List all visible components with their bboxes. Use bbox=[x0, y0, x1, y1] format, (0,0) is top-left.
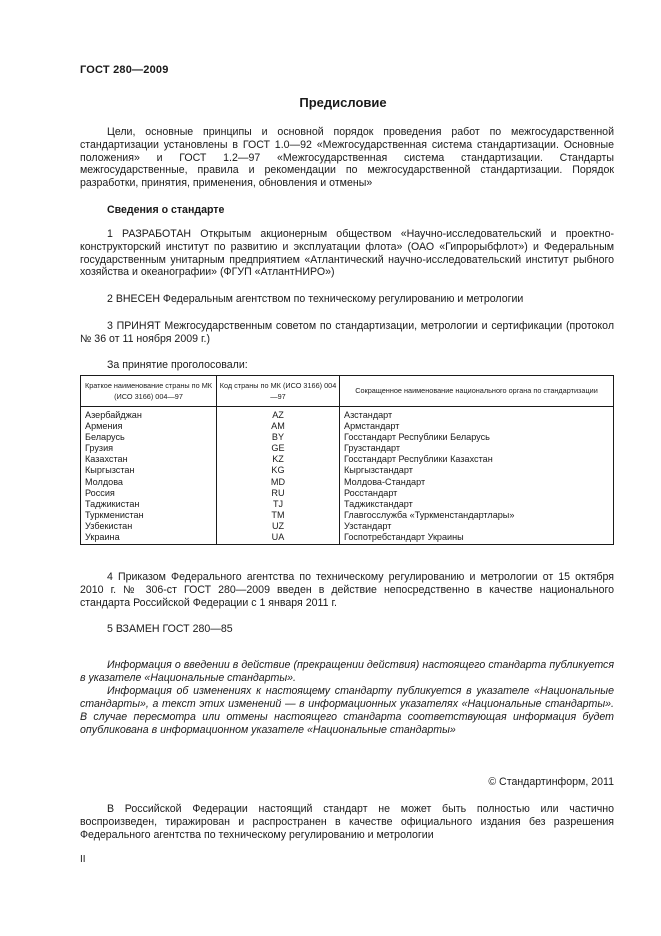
standards-body: Таджикстандарт bbox=[340, 499, 614, 510]
country-name: Грузия bbox=[81, 443, 217, 454]
table-row bbox=[81, 407, 614, 422]
country-name: Беларусь bbox=[81, 432, 217, 443]
country-name: Узбекистан bbox=[81, 521, 217, 532]
country-code: KG bbox=[217, 465, 340, 476]
standards-body: Азстандарт bbox=[340, 407, 614, 422]
table-row bbox=[81, 488, 614, 499]
table-row bbox=[81, 432, 614, 443]
info-item-5-text: 5 ВЗАМЕН ГОСТ 280—85 bbox=[107, 623, 233, 635]
header-country-name: Краткое наименование страны по МК (ИСО 3166) 004—97 bbox=[81, 376, 217, 407]
country-name: Казахстан bbox=[81, 454, 217, 465]
preface-title: Предисловие bbox=[299, 95, 387, 110]
country-name: Россия bbox=[81, 488, 217, 499]
page-number: II bbox=[80, 854, 86, 865]
country-code: TJ bbox=[217, 499, 340, 510]
standards-body: Госпотребстандарт Украины bbox=[340, 532, 614, 545]
table-header-row bbox=[81, 376, 614, 407]
table-row bbox=[81, 510, 614, 521]
standards-body: Росстандарт bbox=[340, 488, 614, 499]
country-name: Молдова bbox=[81, 477, 217, 488]
voted-label: За принятие проголосовали: bbox=[107, 359, 248, 371]
table-row bbox=[81, 454, 614, 465]
standards-body: Главгосслужба «Туркменстандартлары» bbox=[340, 510, 614, 521]
info-item-4-text: 4 Приказом Федерального агентства по техническому регулированию и метрологии от 15 октября 2010 г. № 306-ст ГОСТ 280—2009 введен в действие непосредственно в качестве национального стандарта Российской Федерации с 1 января 2011 г. bbox=[80, 571, 614, 609]
rights-notice bbox=[80, 803, 614, 841]
country-name: Украина bbox=[81, 532, 217, 545]
table-row bbox=[81, 477, 614, 488]
table-row bbox=[81, 532, 614, 545]
country-name: Кыргызстан bbox=[81, 465, 217, 476]
country-code: TM bbox=[217, 510, 340, 521]
country-name: Таджикистан bbox=[81, 499, 217, 510]
standards-body: Армстандарт bbox=[340, 421, 614, 432]
table-row bbox=[81, 465, 614, 476]
country-code: AM bbox=[217, 421, 340, 432]
info-item-2-text: 2 ВНЕСЕН Федеральным агентством по техническому регулированию и метрологии bbox=[107, 293, 524, 305]
standards-body: Узстандарт bbox=[340, 521, 614, 532]
country-code: UA bbox=[217, 532, 340, 545]
copyright-line: © Стандартинформ, 2011 bbox=[488, 776, 614, 788]
country-code: BY bbox=[217, 432, 340, 443]
country-code: GE bbox=[217, 443, 340, 454]
header-country-code: Код страны по МК (ИСО 3166) 004—97 bbox=[217, 376, 340, 407]
rights-notice-text: В Российской Федерации настоящий стандарт не может быть полностью или частично воспроизведен, тиражирован и распространен в качестве официального издания без разрешения Федерального агентства по техническому регулированию и метрологии bbox=[80, 803, 614, 841]
standards-body: Кыргызстандарт bbox=[340, 465, 614, 476]
info-item-1 bbox=[80, 228, 614, 279]
info-item-3-text: 3 ПРИНЯТ Межгосударственным советом по стандартизации, метрологии и сертификации (протокол № 36 от 11 ноября 2009 г.) bbox=[80, 320, 614, 345]
table-row bbox=[81, 521, 614, 532]
standards-body: Госстандарт Республики Казахстан bbox=[340, 454, 614, 465]
table-row bbox=[81, 499, 614, 510]
standard-info-heading: Сведения о стандарте bbox=[107, 204, 225, 216]
standards-body: Грузстандарт bbox=[340, 443, 614, 454]
standards-body: Госстандарт Республики Беларусь bbox=[340, 432, 614, 443]
country-name: Азербайджан bbox=[81, 407, 217, 422]
preface-intro bbox=[80, 126, 614, 190]
info-item-1-text: 1 РАЗРАБОТАН Открытым акционерным обществом «Научно-исследовательский и проектно-конструкторский институт по развитию и эксплуатации флота» (ОАО «Гипрорыбфлот») и Федеральным государственным унитарным предприятием «Атлантический научно-исследовательский институт рыбного хозяйства и океанографии» (ФГУП «АтлантНИРО») bbox=[80, 228, 614, 279]
country-code: AZ bbox=[217, 407, 340, 422]
document-code: ГОСТ 280—2009 bbox=[80, 64, 169, 76]
table-row bbox=[81, 443, 614, 454]
country-code: RU bbox=[217, 488, 340, 499]
country-name: Армения bbox=[81, 421, 217, 432]
country-code: MD bbox=[217, 477, 340, 488]
country-code: UZ bbox=[217, 521, 340, 532]
info-item-2 bbox=[80, 293, 614, 306]
country-code: KZ bbox=[217, 454, 340, 465]
header-standards-body: Сокращенное наименование национального органа по стандартизации bbox=[340, 376, 614, 407]
standards-body: Молдова-Стандарт bbox=[340, 477, 614, 488]
country-name: Туркменистан bbox=[81, 510, 217, 521]
info-item-4 bbox=[80, 571, 614, 609]
preface-intro-text: Цели, основные принципы и основной порядок проведения работ по межгосударственной стандартизации установлены в ГОСТ 1.0—92 «Межгосударственная система стандартизации. Основные положения» и ГОСТ 1.2—97 «Межгосударственная система стандартизации. Стандарты межгосударственные, правила и рекомендации по межгосударственной стандартизации. Порядок разработки, принятия, применения, обновления и отмены» bbox=[80, 126, 614, 190]
info-item-5 bbox=[80, 623, 614, 636]
table-row bbox=[81, 421, 614, 432]
info-item-3 bbox=[80, 320, 614, 346]
notice-amendments: Информация об изменениях к настоящему стандарту публикуется в указателе «Национальные стандарты», а текст этих изменений — в информационных указателях «Национальные стандарты». В случае пересмотра или отмены настоящего стандарта соответствующая информация будет опубликована в информационном указателе «Национальные стандарты» bbox=[80, 685, 614, 736]
member-states-table bbox=[80, 375, 614, 545]
publication-notices bbox=[80, 659, 614, 737]
notice-enactment: Информация о введении в действие (прекращении действия) настоящего стандарта публикуется в указателе «Национальные стандарты». bbox=[80, 659, 614, 684]
